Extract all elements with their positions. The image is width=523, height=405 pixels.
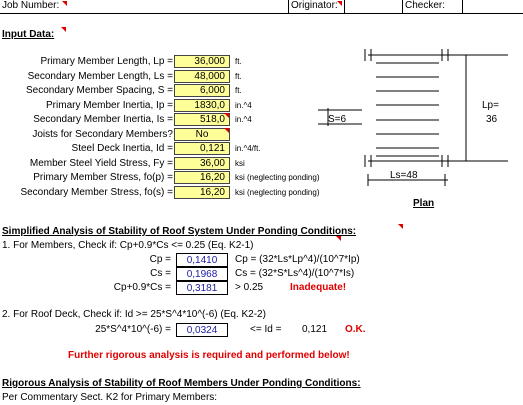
lp-label: Lp= xyxy=(482,100,499,111)
comment-marker-icon[interactable] xyxy=(61,27,66,32)
cp-value-cell: 0,1410 xyxy=(176,253,228,267)
input-unit: ft. xyxy=(235,86,242,95)
input-value-field[interactable]: 16,20 xyxy=(174,186,230,199)
deck-label: 25*S^4*10^(-6) = xyxy=(95,324,171,335)
input-unit: ft. xyxy=(235,57,242,66)
cs-value-cell: 0,1968 xyxy=(176,267,228,281)
input-value-field[interactable]: 0,121 xyxy=(174,142,230,155)
input-label: Primary Member Inertia, Ip = xyxy=(46,99,173,111)
input-label: Member Steel Yield Stress, Fy = xyxy=(29,157,173,169)
checker-label: Checker: xyxy=(405,0,446,11)
simplified-title: Simplified Analysis of Stability of Roof System Under Ponding Conditions: xyxy=(2,226,357,237)
input-value-field[interactable]: 48,000 xyxy=(174,70,230,83)
input-data-title: Input Data: xyxy=(2,29,55,40)
plan-caption: Plan xyxy=(413,198,435,209)
header-divider xyxy=(344,0,345,13)
comment-marker-icon[interactable] xyxy=(337,1,342,6)
input-value-field[interactable]: 36,000 xyxy=(174,55,230,68)
input-unit: in.^4 xyxy=(235,115,252,124)
comment-marker-icon[interactable] xyxy=(224,128,229,133)
plan-diagram xyxy=(318,46,508,216)
deck-comparison: <= Id = xyxy=(250,324,282,335)
input-label: Secondary Member Spacing, S = xyxy=(25,85,173,96)
header-divider xyxy=(402,0,403,13)
input-label: Secondary Member Inertia, Is = xyxy=(33,114,173,125)
sum-value-cell: 0,3181 xyxy=(176,281,228,295)
input-label: Secondary Member Length, Ls = xyxy=(27,70,173,82)
rigorous-title: Rigorous Analysis of Stability of Roof Members Under Ponding Conditions: xyxy=(2,378,361,389)
cs-formula: Cs = (32*S*Ls^4)/(10^7*Is) xyxy=(235,268,355,279)
deck-value-cell: 0,0324 xyxy=(176,323,228,337)
input-unit: ksi xyxy=(235,158,245,168)
inadequate-status: Inadequate! xyxy=(290,282,347,293)
input-unit: ksi (neglecting ponding) xyxy=(235,173,320,182)
input-value-field[interactable]: No xyxy=(174,128,230,141)
rigorous-line: Per Commentary Sect. K2 for Primary Members: xyxy=(2,392,218,403)
comment-marker-icon[interactable] xyxy=(336,236,341,241)
input-unit: ft. xyxy=(235,71,242,81)
input-value-field[interactable]: 36,00 xyxy=(174,157,230,170)
header-divider xyxy=(288,0,289,13)
deck-id-value: 0,121 xyxy=(302,324,328,335)
job-number-label: Job Number: xyxy=(2,0,60,11)
input-unit: in.^4 xyxy=(235,100,252,110)
roof-deck-check-line: 2. For Roof Deck, Check if: Id >= 25*S^4*10^(-6) (Eq. K2-2) xyxy=(2,309,266,320)
input-unit: in.^4/ft. xyxy=(235,144,261,153)
s-label: S=6 xyxy=(328,114,347,125)
input-value-field[interactable]: 6,000 xyxy=(174,84,230,97)
input-value-field[interactable]: 16,20 xyxy=(174,171,230,184)
comment-marker-icon[interactable] xyxy=(398,224,403,229)
rigorous-required-note: Further rigorous analysis is required and performed below! xyxy=(68,350,350,361)
comment-marker-icon[interactable] xyxy=(224,113,229,118)
ok-status: O.K. xyxy=(345,324,366,335)
input-value-field[interactable]: 518,0 xyxy=(174,113,230,126)
input-label: Primary Member Length, Lp = xyxy=(40,56,173,67)
header-divider xyxy=(462,0,463,13)
ls-label: Ls=48 xyxy=(390,170,418,181)
cp-label: Cp = xyxy=(149,254,171,265)
input-label: Primary Member Stress, fo(p) = xyxy=(33,172,173,183)
cp-formula: Cp = (32*Ls*Lp^4)/(10^7*Ip) xyxy=(235,254,360,265)
input-label: Joists for Secondary Members? xyxy=(32,128,173,140)
cs-label: Cs = xyxy=(150,268,171,279)
lp-value: 36 xyxy=(486,114,498,125)
input-unit: ksi (neglecting ponding) xyxy=(235,187,320,197)
header-bar xyxy=(0,0,523,14)
members-check-line: 1. For Members, Check if: Cp+0.9*Cs <= 0.25 (Eq. K2-1) xyxy=(2,240,254,251)
sum-label: Cp+0.9*Cs = xyxy=(113,282,171,293)
input-label: Secondary Member Stress, fo(s) = xyxy=(20,186,173,198)
input-label: Steel Deck Inertia, Id = xyxy=(71,143,173,154)
comment-marker-icon[interactable] xyxy=(62,1,67,6)
sum-comparison: > 0.25 xyxy=(235,282,264,293)
originator-label: Originator: xyxy=(291,0,338,11)
input-value-field[interactable]: 1830,0 xyxy=(174,99,230,112)
